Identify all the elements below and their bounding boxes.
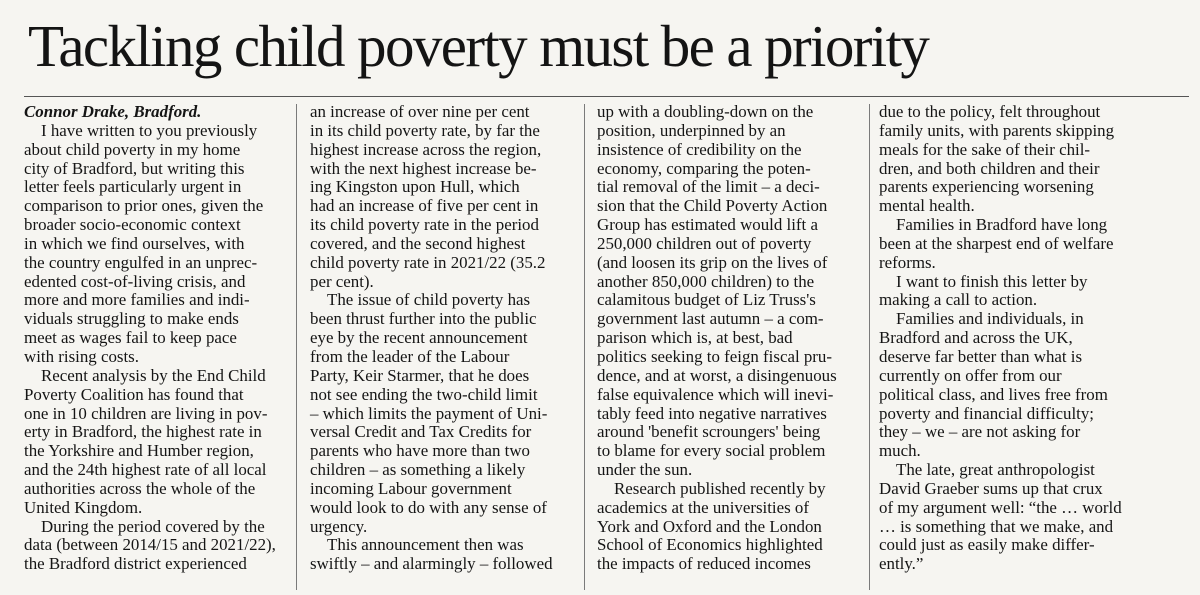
text-line: Party, Keir Starmer, that he does — [310, 365, 530, 385]
column-divider — [296, 104, 297, 590]
text-line: per cent). — [310, 271, 374, 291]
text-line: around 'benefit scroungers' being — [597, 422, 821, 442]
text-line: not see ending the two-child limit — [310, 384, 538, 404]
column-2 — [310, 103, 580, 591]
text-line: another 850,000 children) to the — [597, 271, 815, 291]
byline: Connor Drake, Bradford. — [24, 102, 202, 121]
text-line: political class, and lives free from — [879, 384, 1108, 404]
text-line: the Yorkshire and Humber region, — [24, 441, 254, 461]
text-line: Poverty Coalition has found that — [24, 384, 244, 404]
text-line: meet as wages fail to keep pace — [24, 328, 237, 348]
text-line: of my argument well: “the … world — [879, 497, 1122, 517]
text-line: broader socio-economic context — [24, 215, 241, 235]
text-line: meals for the sake of their chil- — [879, 139, 1091, 159]
text-line: I have written to you previously — [41, 120, 258, 140]
text-line: authorities across the whole of the — [24, 478, 256, 498]
text-line: in which we find ourselves, with — [24, 233, 245, 253]
text-line: highest increase across the region, — [310, 139, 542, 159]
text-line: dence, and at worst, a disingenuous — [597, 365, 837, 385]
text-line: I want to finish this letter by — [896, 271, 1088, 291]
text-line: ently.” — [879, 554, 924, 574]
text-line: would look to do with any sense of — [310, 497, 547, 517]
text-line: with rising costs. — [24, 346, 139, 366]
text-line: edented cost-of-living crisis, and — [24, 271, 246, 291]
text-line: sion that the Child Poverty Action — [597, 196, 828, 216]
text-line: academics at the universities of — [597, 497, 809, 517]
text-line: mental health. — [879, 196, 975, 216]
text-line: (and loosen its grip on the lives of — [597, 252, 828, 272]
text-line: insistence of credibility on the — [597, 139, 802, 159]
text-line: the Bradford district experienced — [24, 554, 247, 574]
text-line: more and more families and indi- — [24, 290, 250, 310]
text-line: deserve far better than what is — [879, 346, 1083, 366]
text-line: Families in Bradford have long — [896, 215, 1108, 235]
text-line: letter feels particularly urgent in — [24, 177, 242, 197]
text-line: had an increase of five per cent in — [310, 196, 539, 216]
text-line: one in 10 children are living in pov- — [24, 403, 268, 423]
text-line: poverty and financial difficulty; — [879, 403, 1094, 423]
headline-rule — [24, 96, 1189, 97]
text-line: they – we – are not asking for — [879, 422, 1081, 442]
text-line: politics seeking to feign fiscal pru- — [597, 346, 833, 366]
text-line: parison which is, at best, bad — [597, 328, 793, 348]
text-line: United Kingdom. — [24, 497, 143, 517]
text-line: 250,000 children out of poverty — [597, 233, 812, 253]
text-line: parents experiencing worsening — [879, 177, 1094, 197]
text-line: erty in Bradford, the highest rate in — [24, 422, 262, 442]
text-line: incoming Labour government — [310, 478, 512, 498]
text-line: under the sun. — [597, 460, 693, 480]
text-line: dren, and both children and their — [879, 158, 1100, 178]
text-line: Bradford and across the UK, — [879, 328, 1073, 348]
text-line: due to the policy, felt throughout — [879, 102, 1101, 121]
text-line: versal Credit and Tax Credits for — [310, 422, 532, 442]
text-line: calamitous budget of Liz Truss's — [597, 290, 816, 310]
headline: Tackling child poverty must be a priority — [28, 13, 929, 79]
text-line: child poverty rate in 2021/22 (35.2 — [310, 252, 546, 272]
text-line: city of Bradford, but writing this — [24, 158, 245, 178]
text-line: – which limits the payment of Uni- — [310, 403, 548, 423]
text-line: making a call to action. — [879, 290, 1038, 310]
column-divider — [869, 104, 870, 590]
text-line: the impacts of reduced incomes — [597, 554, 811, 574]
text-line: been at the sharpest end of welfare — [879, 233, 1114, 253]
text-line: viduals struggling to make ends — [24, 309, 239, 329]
text-line: with the next highest increase be- — [310, 158, 537, 178]
text-line: up with a doubling-down on the — [597, 102, 814, 121]
text-line: reforms. — [879, 252, 936, 272]
text-line: to blame for every social problem — [597, 441, 826, 461]
column-4 — [879, 103, 1149, 591]
text-line: position, underpinned by an — [597, 120, 786, 140]
text-line: York and Oxford and the London — [597, 516, 822, 536]
text-line: and the 24th highest rate of all local — [24, 460, 267, 480]
text-line: government last autumn – a com- — [597, 309, 824, 329]
text-line: been thrust further into the public — [310, 309, 537, 329]
column-1 — [24, 103, 294, 591]
text-line: tial removal of the limit – a deci- — [597, 177, 820, 197]
text-line: its child poverty rate in the period — [310, 215, 539, 235]
text-line: Recent analysis by the End Child — [41, 365, 266, 385]
text-line: Group has estimated would lift a — [597, 215, 818, 235]
text-line: covered, and the second highest — [310, 233, 526, 253]
text-line: about child poverty in my home — [24, 139, 241, 159]
text-line: comparison to prior ones, given the — [24, 196, 264, 216]
text-line: The issue of child poverty has — [327, 290, 531, 310]
text-line: false equivalence which will inevi- — [597, 384, 834, 404]
text-line: parents who have more than two — [310, 441, 530, 461]
text-line: School of Economics highlighted — [597, 535, 823, 555]
text-line: much. — [879, 441, 921, 461]
text-line: During the period covered by the — [41, 516, 265, 536]
text-line: This announcement then was — [327, 535, 524, 555]
text-line: children – as something a likely — [310, 460, 526, 480]
text-line: from the leader of the Labour — [310, 346, 510, 366]
text-line: … is something that we make, and — [879, 516, 1114, 536]
text-line: in its child poverty rate, by far the — [310, 120, 540, 140]
text-line: currently on offer from our — [879, 365, 1062, 385]
column-divider — [584, 104, 585, 590]
text-line: family units, with parents skipping — [879, 120, 1115, 140]
text-line: eye by the recent announcement — [310, 328, 528, 348]
text-line: an increase of over nine per cent — [310, 102, 530, 121]
text-line: tably feed into negative narratives — [597, 403, 827, 423]
text-line: The late, great anthropologist — [896, 460, 1095, 480]
text-line: data (between 2014/15 and 2021/22), — [24, 535, 276, 555]
text-line: the country engulfed in an unprec- — [24, 252, 258, 272]
text-line: Families and individuals, in — [896, 309, 1084, 329]
text-line: could just as easily make differ- — [879, 535, 1095, 555]
text-line: Research published recently by — [614, 478, 826, 498]
text-line: economy, comparing the poten- — [597, 158, 811, 178]
column-3 — [597, 103, 867, 591]
text-line: urgency. — [310, 516, 368, 536]
text-line: ing Kingston upon Hull, which — [310, 177, 520, 197]
text-line: David Graeber sums up that crux — [879, 478, 1103, 498]
text-line: swiftly – and alarmingly – followed — [310, 554, 553, 574]
